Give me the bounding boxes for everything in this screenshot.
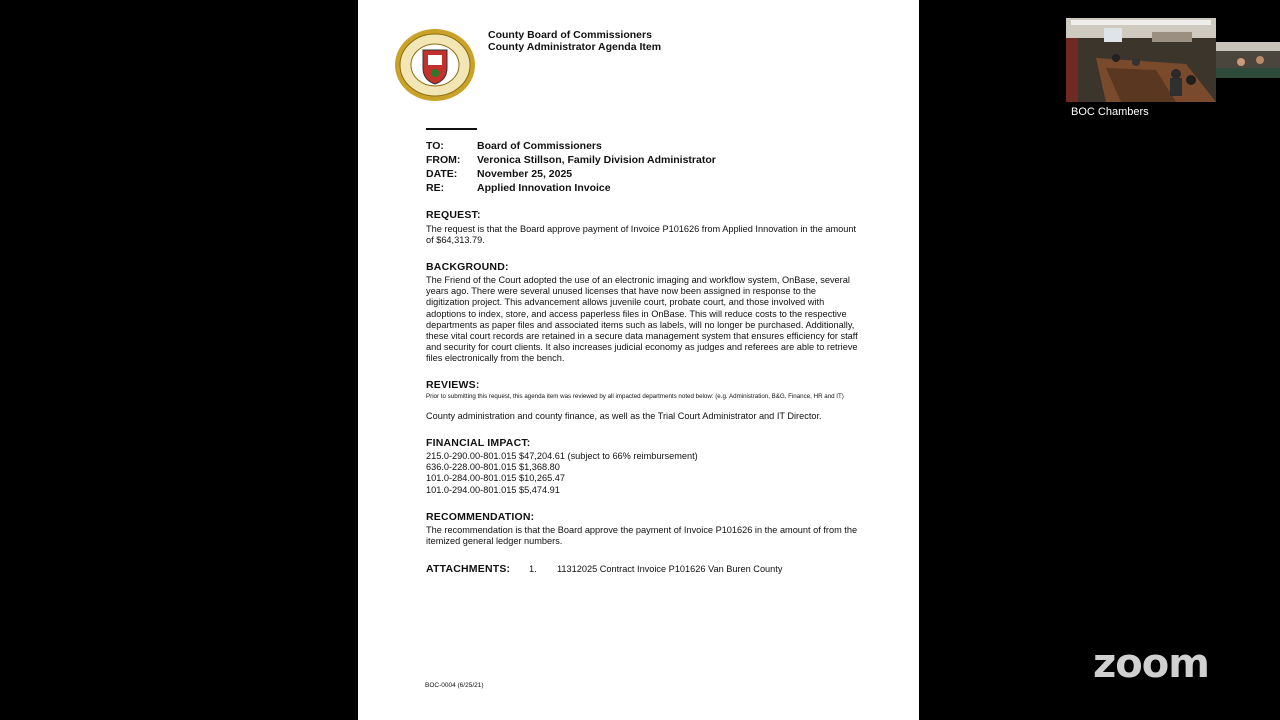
memo-label: FROM: — [426, 154, 461, 166]
ledger-line: 101.0-284.00-801.015 $10,265.47 — [426, 473, 565, 484]
memo-row-date — [426, 167, 716, 181]
background-text: The Friend of the Court adopted the use of an electronic imaging and workflow system, OnBase, several years ago. There were several unused licenses that have now been assigned in response to the digitization project. This advancement allows juvenile court, probate court, and those involved with adoptions to index, store, and access paperless files in OnBase. This will reduce costs to the respective departments as paper files and associated items such as labels, will no longer be purchased. Additionally, these vital court records are retained in a secure data management system that ensures efficiency for staff and security for court clients. It also increases judicial economy as judges and referees are able to retrieve files electronically from the bench. — [426, 275, 858, 364]
memo-row-re — [426, 181, 716, 195]
shared-document — [358, 0, 919, 720]
reviews-note: Prior to submitting this request, this agenda item was reviewed by all impacted departments noted below: (e.g. Administration, B&G, Finance, HR and IT) — [426, 393, 844, 400]
memo-row-to — [426, 139, 716, 153]
divider — [426, 128, 477, 130]
attachments-title: ATTACHMENTS: — [426, 563, 511, 575]
financial-title: FINANCIAL IMPACT: — [426, 437, 531, 449]
document-header — [488, 29, 661, 53]
memo-label: RE: — [426, 182, 445, 194]
request-title: REQUEST: — [426, 209, 481, 221]
memo-row-from — [426, 153, 716, 167]
memo-value: Applied Innovation Invoice — [477, 182, 611, 194]
ledger-line: 101.0-294.00-801.015 $5,474.91 — [426, 484, 560, 495]
attachment-number: 1. — [529, 564, 537, 574]
participant-video-thumbnail[interactable] — [1066, 18, 1216, 102]
zoom-logo: zoom — [1093, 641, 1209, 687]
recommendation-text: The recommendation is that the Board approve the payment of Invoice P101626 in the amount of from the itemized general ledger numbers. — [426, 525, 858, 547]
attachment-name: 11312025 Contract Invoice P101626 Van Buren County — [557, 564, 783, 574]
attachments-row — [426, 563, 782, 575]
financial-lines — [426, 451, 858, 496]
header-line-2: County Administrator Agenda Item — [488, 41, 662, 53]
recommendation-title: RECOMMENDATION: — [426, 511, 535, 523]
background-title: BACKGROUND: — [426, 261, 509, 273]
participant-video-secondary[interactable] — [1216, 42, 1280, 78]
county-seal-icon — [394, 28, 476, 102]
header-line-1: County Board of Commissioners — [488, 29, 652, 41]
request-text: The request is that the Board approve payment of Invoice P101626 from Applied Innovation in the amount of $64,313.79. — [426, 224, 857, 246]
ledger-line: 215.0-290.00-801.015 $47,204.61 (subject to 66% reimbursement) — [426, 451, 698, 461]
participant-name-label: BOC Chambers — [1071, 106, 1149, 118]
ledger-line: 636.0-228.00-801.015 $1,368.80 — [426, 462, 560, 473]
room-camera-icon — [1066, 18, 1216, 102]
memo-value: November 25, 2025 — [477, 168, 573, 180]
room-camera-icon — [1216, 42, 1280, 78]
memo-label: TO: — [426, 140, 444, 152]
memo-value: Board of Commissioners — [477, 140, 602, 152]
memo-block — [426, 139, 716, 195]
reviews-text: County administration and county finance, as well as the Trial Court Administrator and IT Director. — [426, 411, 822, 421]
reviews-title: REVIEWS: — [426, 379, 480, 391]
form-footer: BOC-0004 (6/25/21) — [425, 682, 484, 689]
memo-label: DATE: — [426, 168, 458, 180]
memo-value: Veronica Stillson, Family Division Administrator — [477, 154, 716, 166]
